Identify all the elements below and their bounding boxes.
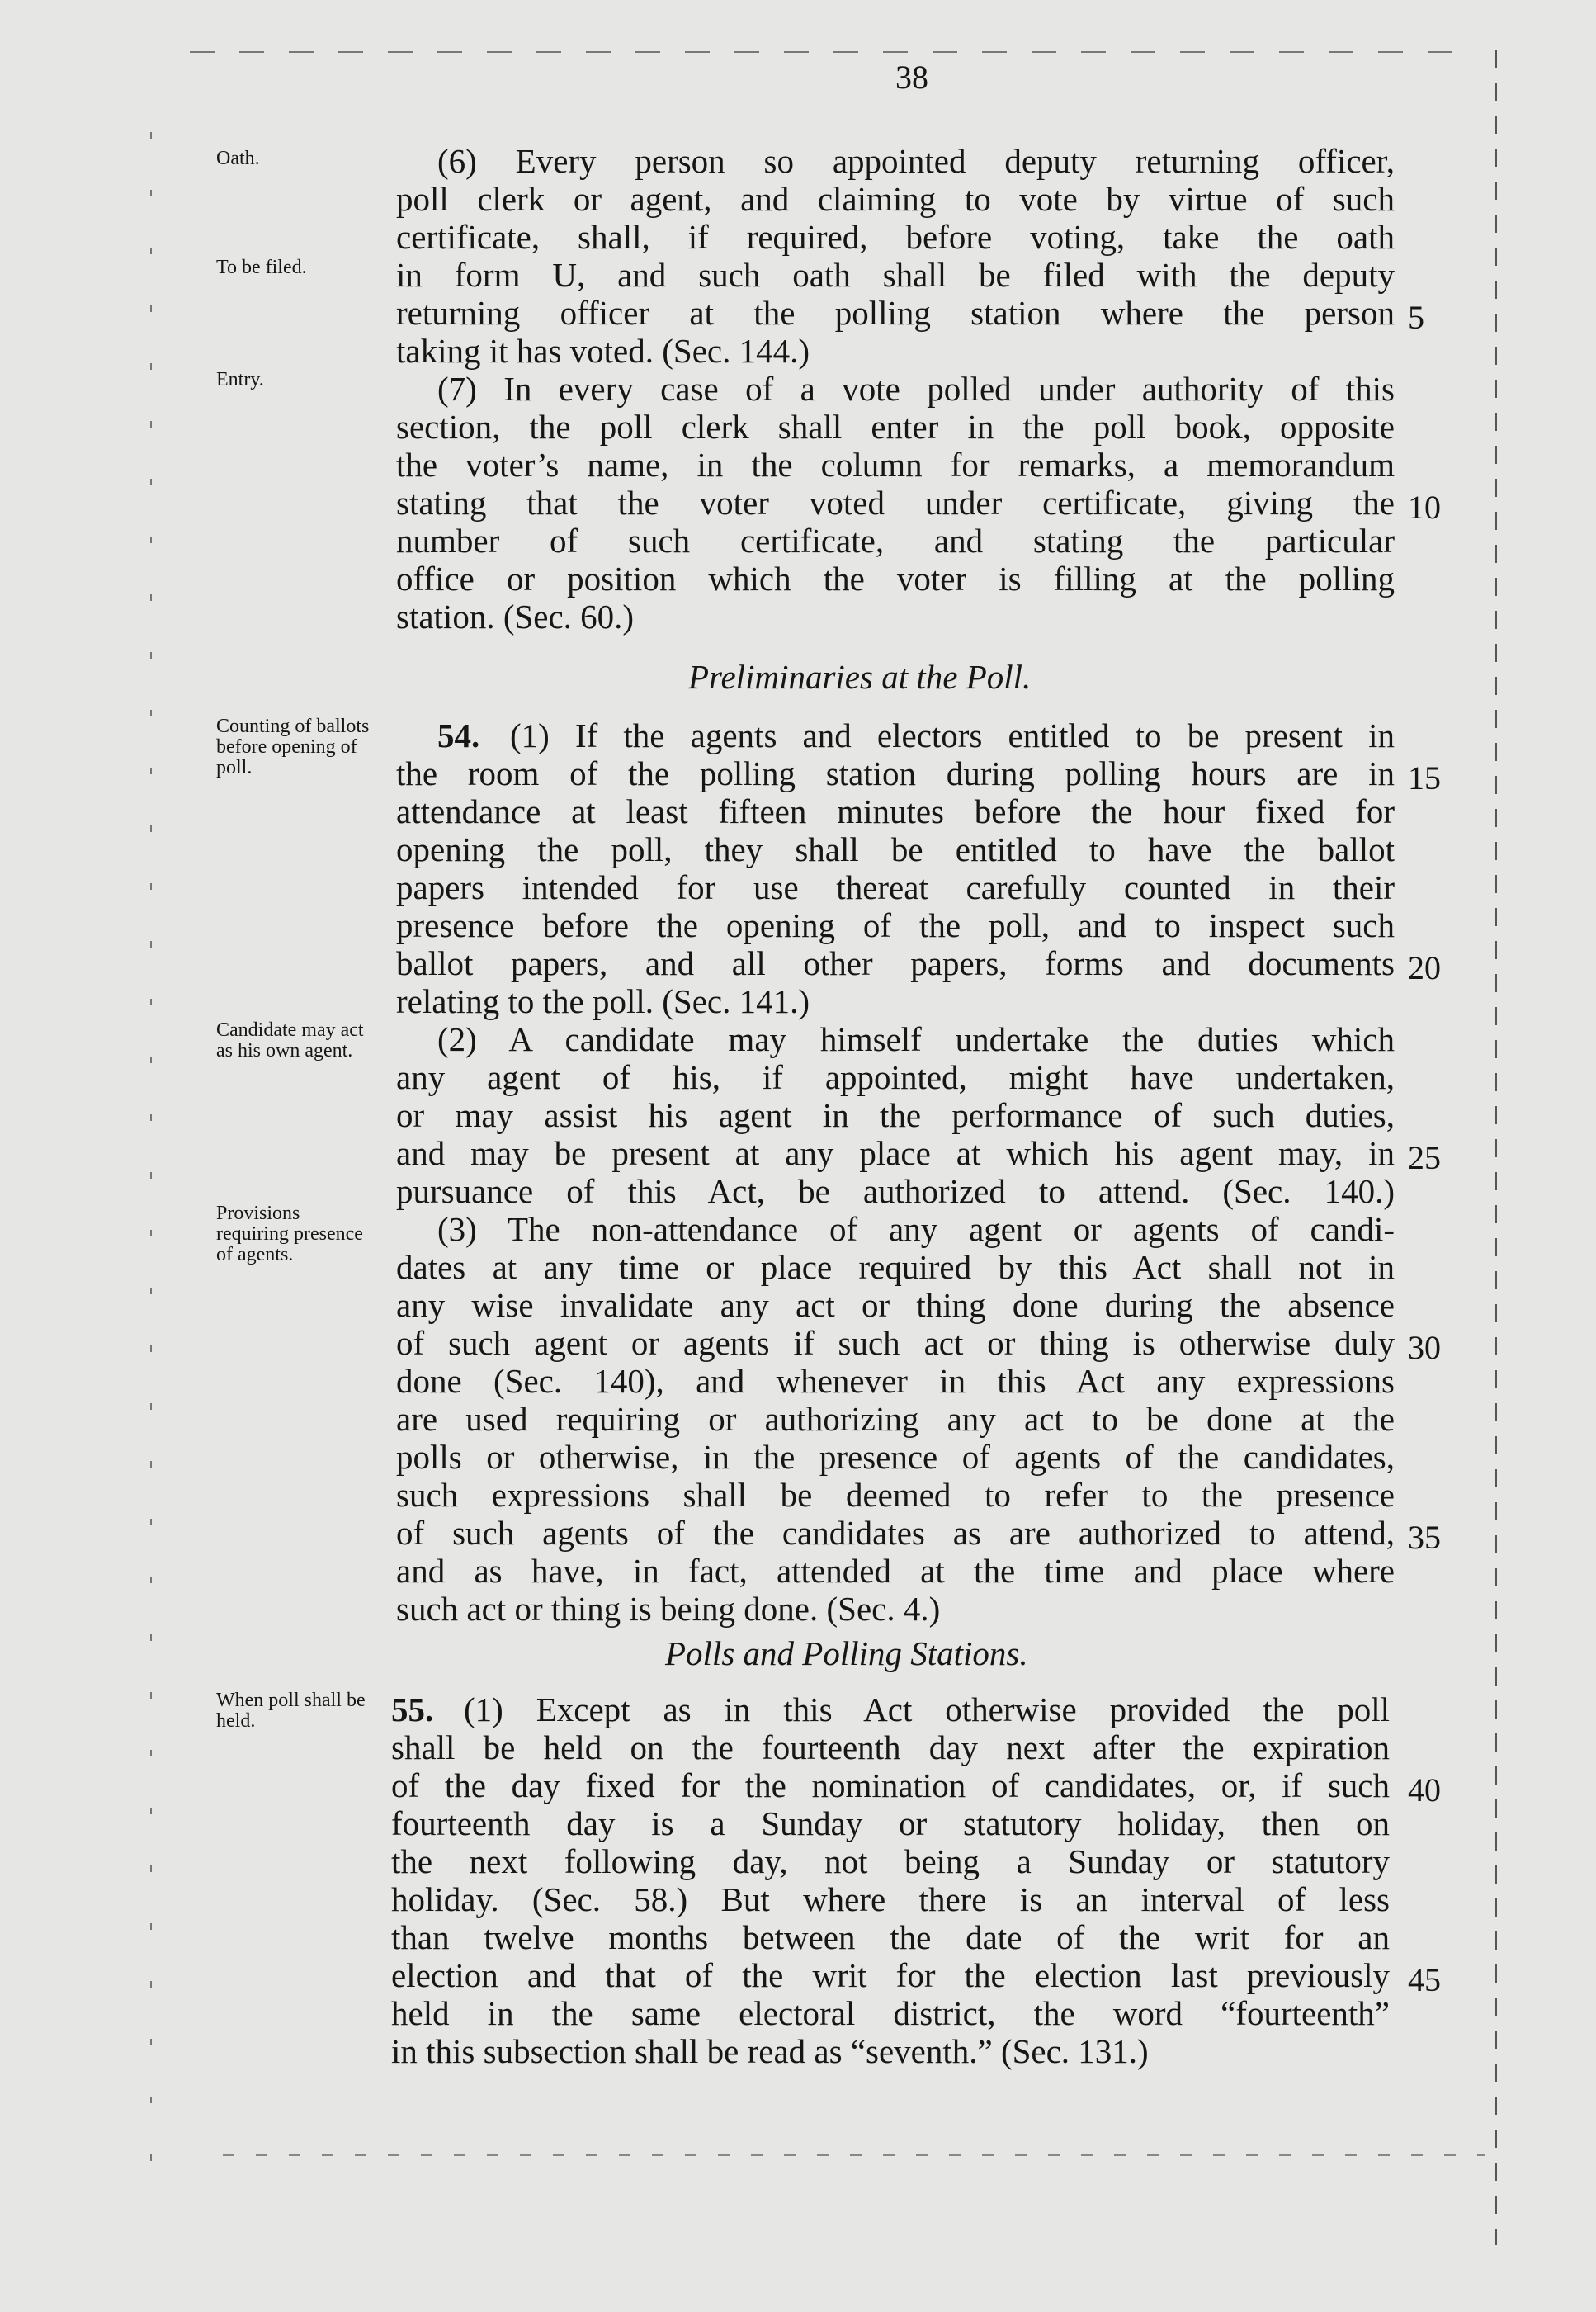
line-number: 25 [1408, 1139, 1441, 1176]
section-number-54: 54. [437, 716, 480, 754]
text-line: papers intended for use thereat carefully counted in their [396, 868, 1395, 906]
text-line: the room of the polling station during polling hours are in [396, 754, 1395, 792]
text-line: (3) The non-attendance of any agent or agents of candi- [437, 1210, 1395, 1248]
text-line: (6) Every person so appointed deputy returning officer, [437, 142, 1395, 180]
margin-note-counting: Counting of ballots before opening of poll. [216, 716, 370, 778]
bottom-rule [223, 2154, 1485, 2156]
text-line: office or position which the voter is filling at the polling [396, 560, 1395, 598]
line-number: 45 [1408, 1961, 1441, 1998]
text-line: in this subsection shall be read as “seventh.” (Sec. 131.) [391, 2032, 1149, 2070]
margin-note-when-poll: When poll shall be held. [216, 1690, 366, 1732]
text-line: done (Sec. 140), and whenever in this Act any expressions [396, 1362, 1395, 1400]
margin-note-provisions: Provisions requiring presence of agents. [216, 1203, 363, 1265]
text-line: the next following day, not being a Sunday or statutory [391, 1842, 1390, 1880]
line-number: 15 [1408, 759, 1441, 797]
text-line: of such agent or agents if such act or thing is otherwise duly [396, 1324, 1395, 1362]
text-line: polls or otherwise, in the presence of agents of the candidates, [396, 1438, 1395, 1476]
line-number: 35 [1408, 1519, 1441, 1556]
text-line: any wise invalidate any act or thing done during the absence [396, 1286, 1395, 1324]
text-line: (7) In every case of a vote polled under authority of this [437, 370, 1395, 408]
line-number: 20 [1408, 949, 1441, 986]
page-number: 38 [895, 59, 928, 96]
text-line: shall be held on the fourteenth day next after the expiration [391, 1728, 1390, 1766]
line-number: 30 [1408, 1329, 1441, 1366]
margin-note-oath: Oath. [216, 148, 260, 169]
text-line: certificate, shall, if required, before voting, take the oath [396, 218, 1395, 256]
text-line: fourteenth day is a Sunday or statutory holiday, then on [391, 1804, 1390, 1842]
text-line: (2) A candidate may himself undertake the duties which [437, 1020, 1395, 1058]
text-line: attendance at least fifteen minutes before the hour fixed for [396, 792, 1395, 830]
text-line: stating that the voter voted under certificate, giving the [396, 484, 1395, 522]
text-line: section, the poll clerk shall enter in the poll book, opposite [396, 408, 1395, 446]
margin-note-entry: Entry. [216, 369, 264, 390]
margin-note-filed: To be filed. [216, 257, 307, 278]
text-line: such act or thing is being done. (Sec. 4.) [396, 1590, 941, 1628]
text-line: of the day fixed for the nomination of candidates, or, if such [391, 1766, 1390, 1804]
text-line: the voter’s name, in the column for remarks, a memorandum [396, 446, 1395, 484]
text-line: election and that of the writ for the election last previously [391, 1956, 1390, 1994]
line-number: 10 [1408, 489, 1441, 526]
text-line: (1) Except as in this Act otherwise provided the poll [464, 1690, 1390, 1728]
left-rule [150, 132, 152, 2179]
heading-polls: Polls and Polling Stations. [665, 1634, 1028, 1672]
text-line: than twelve months between the date of the writ for an [391, 1918, 1390, 1956]
text-line: relating to the poll. (Sec. 141.) [396, 982, 810, 1020]
text-line: station. (Sec. 60.) [396, 598, 635, 636]
text-line: opening the poll, they shall be entitled to have the ballot [396, 830, 1395, 868]
text-line: or may assist his agent in the performance of such duties, [396, 1096, 1395, 1134]
text-line: and may be present at any place at which his agent may, in [396, 1134, 1395, 1172]
section-number-55: 55. [391, 1690, 434, 1728]
text-line: and as have, in fact, attended at the time and place where [396, 1552, 1395, 1590]
line-number: 5 [1408, 299, 1424, 336]
text-line: poll clerk or agent, and claiming to vote by virtue of such [396, 180, 1395, 218]
text-line: taking it has voted. (Sec. 144.) [396, 332, 810, 370]
text-line: of such agents of the candidates as are authorized to attend, [396, 1514, 1395, 1552]
text-line: (1) If the agents and electors entitled to be present in [510, 716, 1395, 754]
line-number: 40 [1408, 1771, 1441, 1808]
text-line: pursuance of this Act, be authorized to attend. (Sec. 140.) [396, 1172, 1395, 1210]
text-line: holiday. (Sec. 58.) But where there is an interval of less [391, 1880, 1390, 1918]
text-line: are used requiring or authorizing any act to be done at the [396, 1400, 1395, 1438]
text-line: held in the same electoral district, the word “fourteenth” [391, 1994, 1390, 2032]
text-line: returning officer at the polling station where the person [396, 294, 1395, 332]
text-line: such expressions shall be deemed to refer to the presence [396, 1476, 1395, 1514]
text-line: presence before the opening of the poll, and to inspect such [396, 906, 1395, 944]
text-line: in form U, and such oath shall be filed with the deputy [396, 256, 1395, 294]
text-line: dates at any time or place required by this Act shall not in [396, 1248, 1395, 1286]
right-rule [1495, 50, 1497, 2245]
text-line: number of such certificate, and stating the particular [396, 522, 1395, 560]
text-line: any agent of his, if appointed, might have undertaken, [396, 1058, 1395, 1096]
top-rule [190, 51, 1477, 53]
heading-preliminaries: Preliminaries at the Poll. [688, 658, 1032, 696]
text-line: ballot papers, and all other papers, forms and documents [396, 944, 1395, 982]
margin-note-candidate: Candidate may act as his own agent. [216, 1019, 364, 1061]
